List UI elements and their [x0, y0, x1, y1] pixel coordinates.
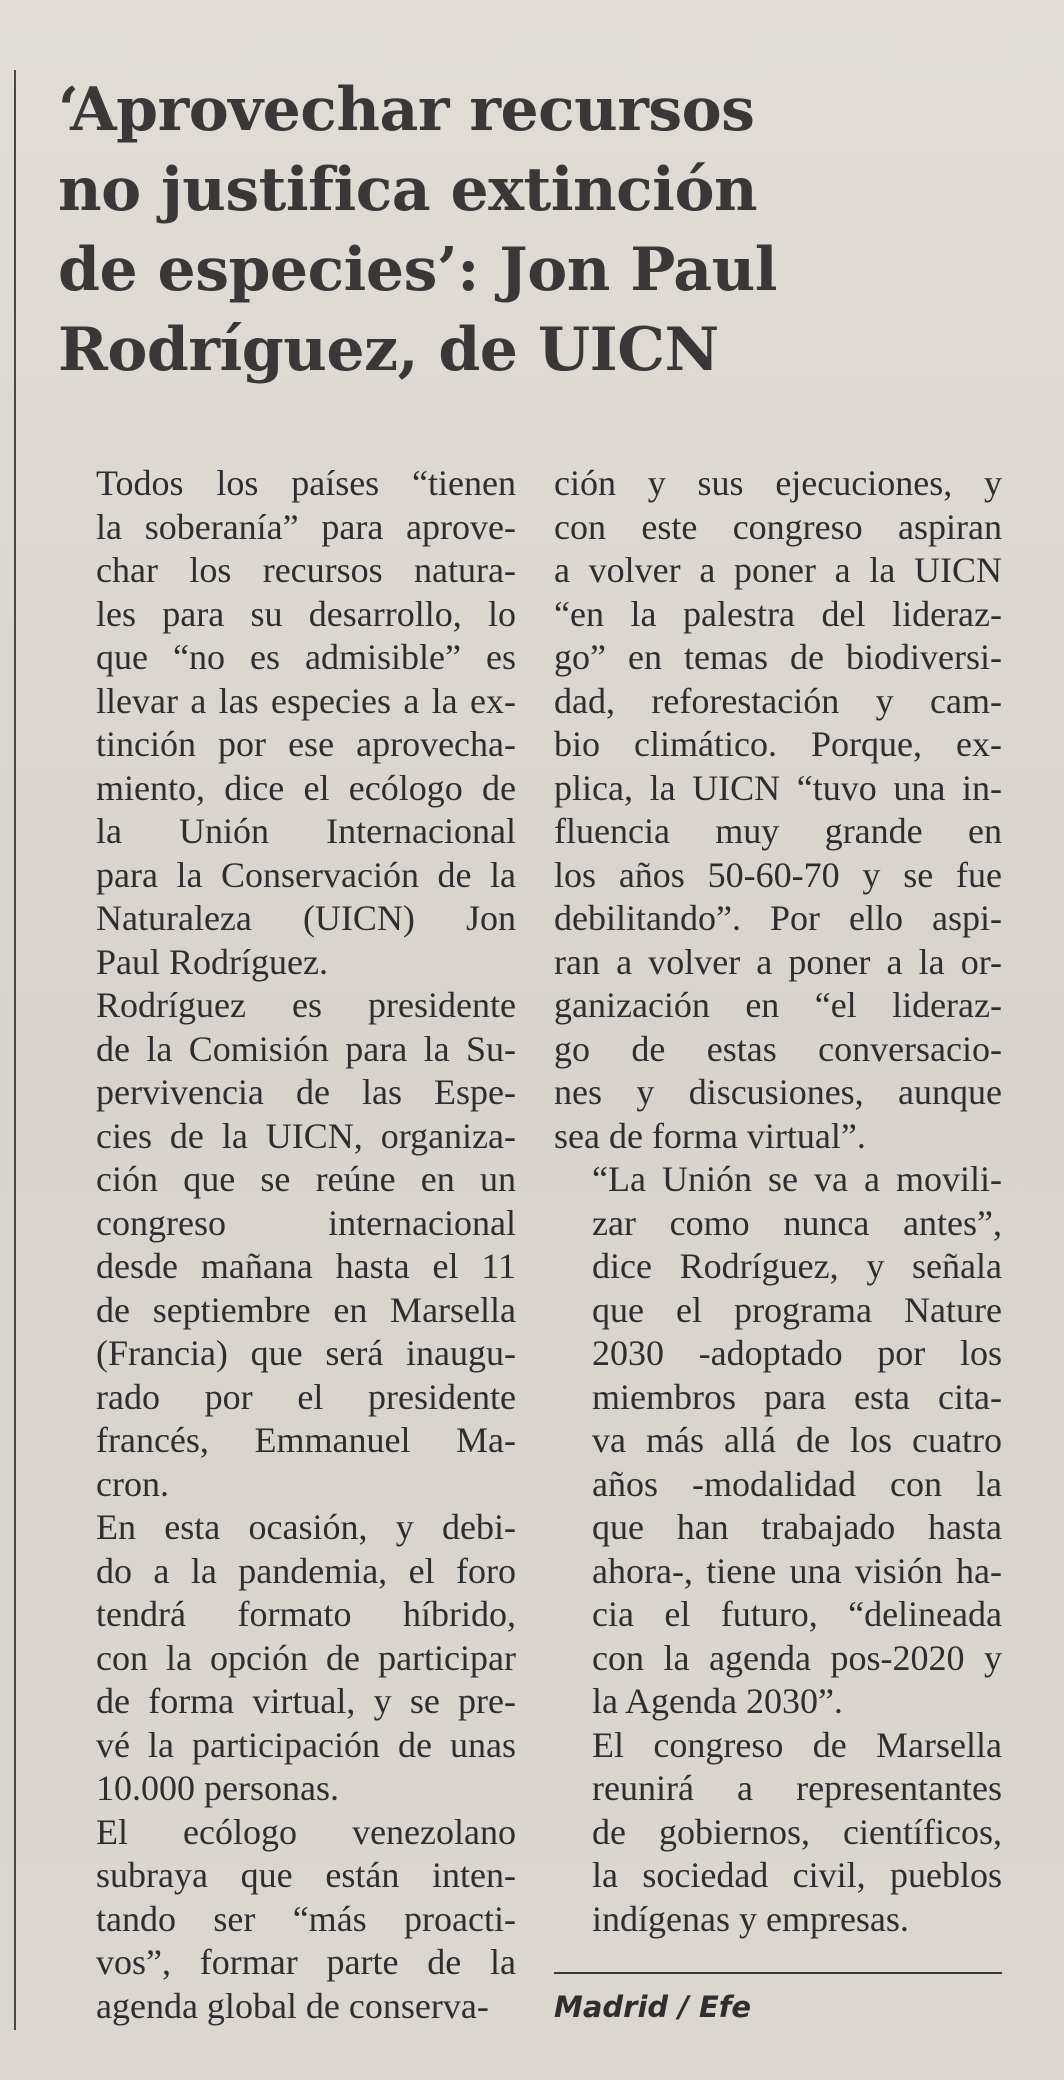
article-line: va más allá de los cuatro [592, 1420, 1002, 1460]
article-line: go de estas conversacio- [554, 1028, 1002, 1069]
article-line: ahora-, tiene una visión ha- [592, 1550, 1002, 1591]
article-line: go” en temas de biodiversi- [554, 637, 1002, 677]
article-line: Naturaleza (UICN) Jon [96, 898, 516, 938]
article-line: vé la participación de unas [96, 1724, 516, 1765]
article-line: con la agenda pos-2020 y [592, 1637, 1002, 1678]
article-paragraph [554, 462, 1002, 1158]
article-line: de septiembre en Marsella [96, 1289, 516, 1330]
article-line: la Agenda 2030”. [592, 1681, 843, 1721]
article-line: zar como nunca antes”, [592, 1202, 1002, 1243]
article-line: con este congreso aspiran [554, 506, 1002, 547]
article-paragraph [58, 462, 516, 984]
article-paragraph [58, 1811, 516, 2029]
article-line: rado por el presidente [96, 1376, 516, 1417]
article-line: tendrá formato híbrido, [96, 1594, 516, 1634]
article-line: con la opción de participar [96, 1637, 516, 1678]
article-line: les para su desarrollo, lo [96, 593, 516, 634]
byline: Madrid / Efe [554, 1990, 752, 2024]
headline-line: de especies’: Jon Paul [58, 235, 778, 305]
article-line: que el programa Nature [592, 1289, 1002, 1330]
article-line: de forma virtual, y se pre- [96, 1681, 516, 1721]
article-line: fluencia muy grande en [554, 811, 1002, 851]
article-line: char los recursos natura- [96, 550, 516, 590]
article-line: ción y sus ejecuciones, y [554, 463, 1002, 503]
article-line: sea de forma virtual”. [554, 1115, 866, 1156]
article-paragraph [554, 1158, 1002, 1724]
article-line: El ecólogo venezolano [96, 1811, 516, 1852]
article-line: vos”, formar parte de la [96, 1942, 516, 1982]
article-line: la soberanía” para aprove- [96, 506, 516, 547]
article-line: cron. [96, 1463, 169, 1504]
article-paragraph [58, 984, 516, 1506]
article-line: miento, dice el ecólogo de [96, 767, 516, 808]
headline-line: Rodríguez, de UICN [58, 315, 719, 385]
article-line: Paul Rodríguez. [96, 941, 328, 982]
article-line: El congreso de Marsella [592, 1724, 1002, 1765]
article-line: En esta ocasión, y debi- [96, 1507, 516, 1547]
headline-line: no justifica extinción [58, 155, 758, 225]
article-line: bio climático. Porque, ex- [554, 724, 1002, 764]
article-line: agenda global de conserva- [96, 1985, 489, 2026]
article-line: llevar a las especies a la ex- [96, 680, 516, 721]
article-line: Rodríguez es presidente [96, 985, 516, 1025]
article-line: que “no es admisible” es [96, 637, 516, 677]
article-line: dice Rodríguez, y señala [592, 1246, 1002, 1286]
article-line: 2030 -adoptado por los [592, 1333, 1002, 1373]
article-line: francés, Emmanuel Ma- [96, 1420, 516, 1460]
article-line: debilitando”. Por ello aspi- [554, 898, 1002, 938]
article-line: tinción por ese aprovecha- [96, 724, 516, 764]
article-line: a volver a poner a la UICN [554, 550, 1002, 590]
article-line: para la Conservación de la [96, 854, 516, 895]
article-line: tando ser “más proacti- [96, 1898, 516, 1939]
article-line: (Francia) que será inaugu- [96, 1333, 516, 1373]
article-line: plica, la UICN “tuvo una in- [554, 767, 1002, 808]
article-line: la Unión Internacional [96, 811, 516, 851]
article-line: miembros para esta cita- [592, 1376, 1002, 1417]
byline-rule [554, 1972, 1002, 1974]
article-line: de gobiernos, científicos, [592, 1811, 1002, 1852]
article-line: Todos los países “tienen [96, 463, 516, 503]
article-line: nes y discusiones, aunque [554, 1072, 1002, 1112]
article-line: “en la palestra del lideraz- [554, 593, 1002, 634]
article-line: indígenas y empresas. [592, 1898, 909, 1939]
article-line: cia el futuro, “delineada [592, 1594, 1002, 1634]
article-line: desde mañana hasta el 11 [96, 1246, 516, 1286]
article-line: ran a volver a poner a la or- [554, 941, 1002, 982]
article-paragraph [554, 1724, 1002, 1942]
article-line: do a la pandemia, el foro [96, 1550, 516, 1591]
article-line: congreso internacional [96, 1202, 516, 1243]
article-line: “La Unión se va a movili- [592, 1159, 1002, 1199]
article-line: ción que se reúne en un [96, 1159, 516, 1199]
article-line: de la Comisión para la Su- [96, 1028, 516, 1069]
article-line: pervivencia de las Espe- [96, 1072, 516, 1112]
article-paragraph [58, 1506, 516, 1811]
article-line: reunirá a representantes [592, 1768, 1002, 1808]
headline-line: ‘Aprovechar recursos [58, 75, 755, 145]
article-line: ganización en “el lideraz- [554, 985, 1002, 1025]
article-line: que han trabajado hasta [592, 1507, 1002, 1547]
article-line: años -modalidad con la [592, 1463, 1002, 1504]
left-column-rule [14, 70, 16, 2030]
headline [58, 70, 958, 390]
article-line: los años 50-60-70 y se fue [554, 854, 1002, 895]
article-line: dad, reforestación y cam- [554, 680, 1002, 721]
article-line: 10.000 personas. [96, 1768, 339, 1808]
article-column-right [554, 462, 1002, 1941]
article-line: cies de la UICN, organiza- [96, 1115, 516, 1156]
article-line: subraya que están inten- [96, 1855, 516, 1895]
article-line: la sociedad civil, pueblos [592, 1855, 1002, 1895]
article-column-left [58, 462, 516, 2028]
